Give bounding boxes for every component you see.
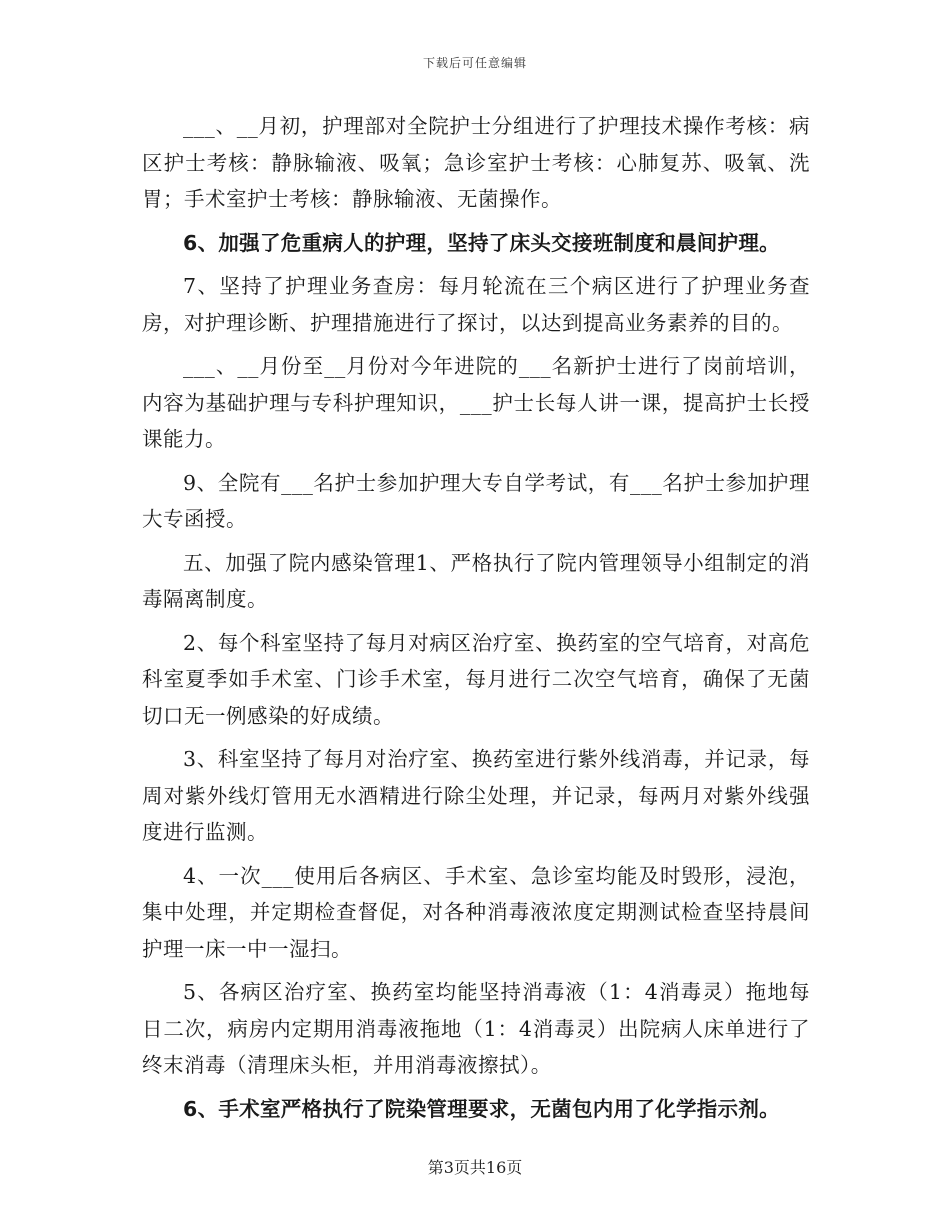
page-number: 第3页共16页 [427,1158,523,1177]
paragraph-critical-care: 6、加强了危重病人的护理，坚持了床头交接班制度和晨间护理。 [183,230,780,255]
paragraph-air-culture: 2、每个科室坚持了每月对病区治疗室、换药室的空气培育，对高危科室夏季如手术室、门诊手术室，每月进行二次空气培育，确保了无菌切口无一例感染的好成绩。 [142,630,810,728]
paragraph-operating-room: 6、手术室严格执行了院染管理要求，无菌包内用了化学指示剂。 [183,1096,780,1121]
paragraph-disposables: 4、一次___使用后各病区、手术室、急诊室均能及时毁形，浸泡，集中处理，并定期检查督促，对各种消毒液浓度定期测试检查坚持晨间护理一床一中一湿扫。 [142,863,810,961]
document-body [142,108,810,1127]
download-note: 下载后可任意编辑 [422,56,527,70]
paragraph-skills-assessment: ___、__月初，护理部对全院护士分组进行了护理技术操作考核：病区护士考核：静脉输液、吸氧；急诊室护士考核：心肺复苏、吸氧、洗胃；手术室护士考核：静脉输液、无菌操作。 [142,114,810,211]
paragraph-self-study-exam: 9、全院有___名护士参加护理大专自学考试，有___名护士参加护理大专函授。 [142,470,810,531]
paragraph-new-nurse-training: ___、__月份至__月份对今年进院的___名新护士进行了岗前培训，内容为基础护理与专科护理知识，___护士长每人讲一课，提高护士长授课能力。 [142,354,810,451]
paragraph-nursing-rounds: 7、坚持了护理业务查房：每月轮流在三个病区进行了护理业务查房，对护理诊断、护理措施进行了探讨，以达到提高业务素养的目的。 [142,274,810,335]
paragraph-infection-control: 五、加强了院内感染管理1、严格执行了院内管理领导小组制定的消毒隔离制度。 [142,550,810,611]
paragraph-floor-disinfection: 5、各病区治疗室、换药室均能坚持消毒液（1：4消毒灵）拖地每日二次，病房内定期用消毒液拖地（1：4消毒灵）出院病人床单进行了终末消毒（清理床头柜，并用消毒液擦拭）。 [142,980,810,1077]
paragraph-uv-disinfection: 3、科室坚持了每月对治疗室、换药室进行紫外线消毒，并记录，每周对紫外线灯管用无水酒精进行除尘处理，并记录，每两月对紫外线强度进行监测。 [142,747,810,844]
